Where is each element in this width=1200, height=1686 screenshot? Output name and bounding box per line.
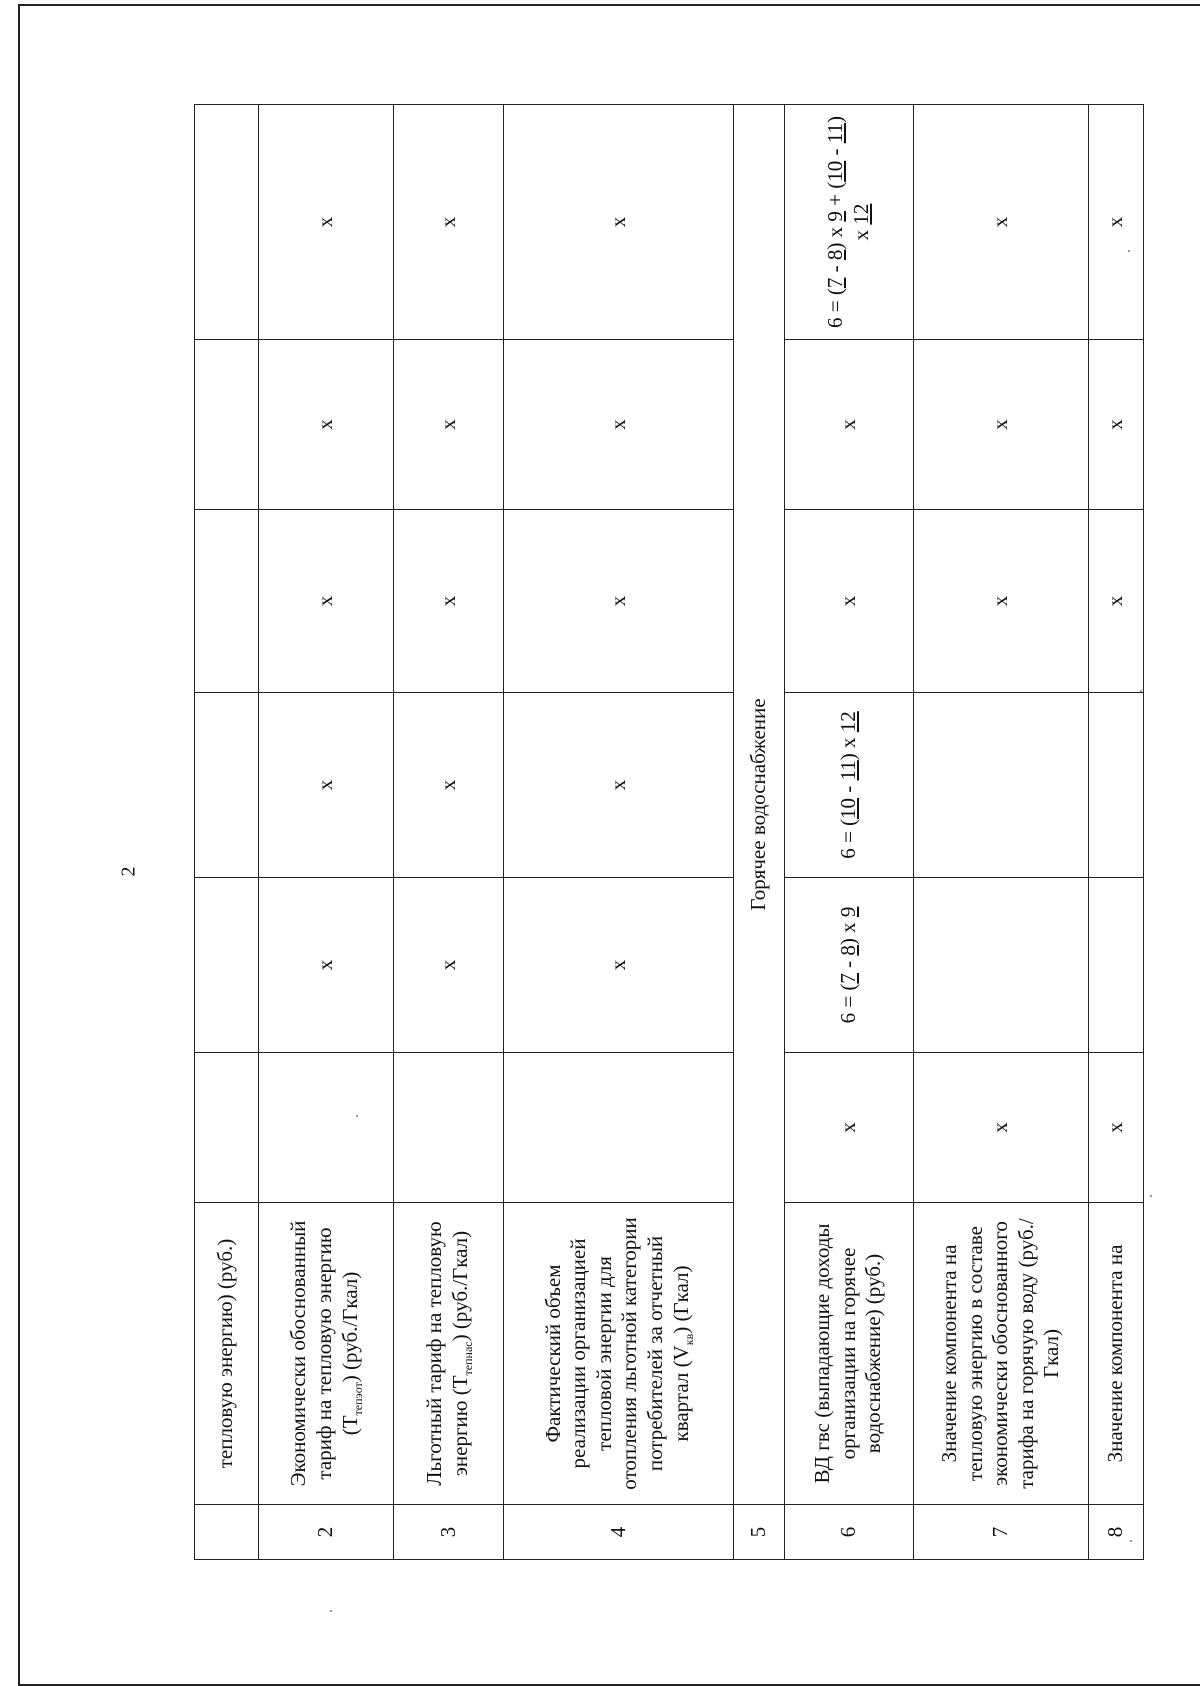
x-mark: х bbox=[504, 105, 734, 340]
row-number: 5 bbox=[734, 1505, 784, 1560]
table-row bbox=[504, 105, 734, 1560]
page-number: 2 bbox=[117, 866, 140, 877]
row-description: тепловую энергию) (руб.) bbox=[195, 1203, 259, 1505]
data-table bbox=[194, 104, 1144, 1560]
row-description: Значение компонента на bbox=[1089, 1203, 1144, 1505]
x-mark: х bbox=[258, 105, 394, 340]
scan-speck bbox=[1128, 250, 1130, 252]
x-mark: х bbox=[913, 105, 1088, 340]
x-mark: х bbox=[258, 878, 394, 1053]
x-mark: х bbox=[913, 1053, 1088, 1203]
x-mark: х bbox=[784, 1053, 913, 1203]
x-mark: х bbox=[394, 105, 504, 340]
x-mark: х bbox=[394, 340, 504, 510]
formula-cell: 6 = (10 - 11) х 12 bbox=[784, 693, 913, 878]
scan-speck bbox=[356, 1115, 358, 1117]
row-number: 6 bbox=[784, 1505, 913, 1560]
x-mark: х bbox=[258, 693, 394, 878]
x-mark: х bbox=[1089, 105, 1144, 340]
row-number: 8 bbox=[1089, 1505, 1144, 1560]
x-mark: х bbox=[504, 510, 734, 693]
x-mark: х bbox=[394, 693, 504, 878]
row-description: Экономически обоснованный тариф на тепловую энергию $(Т_{тепэот})$ (руб./Гкал) bbox=[258, 1203, 394, 1505]
x-mark: х bbox=[258, 340, 394, 510]
x-mark: х bbox=[258, 510, 394, 693]
table-row bbox=[1089, 105, 1144, 1560]
x-mark: х bbox=[394, 878, 504, 1053]
x-mark: х bbox=[913, 510, 1088, 693]
row-description: Фактический объем реализации организацией тепловой энергии для отопления льготной категории потребителей за отчетный квартал $(V_{кв})$ (Гкал) bbox=[504, 1203, 734, 1505]
scan-speck bbox=[330, 1610, 332, 1612]
table-row bbox=[394, 105, 504, 1560]
scan-speck bbox=[1130, 1540, 1132, 1542]
formula-cell: 6 = (7 - 8) х 9 + (10 - 11) х 12 bbox=[784, 105, 913, 340]
x-mark: х bbox=[1089, 510, 1144, 693]
x-mark: х bbox=[504, 340, 734, 510]
section-heading: Горячее водоснабжение bbox=[734, 105, 784, 1505]
table-row bbox=[734, 105, 784, 1560]
row-number: 3 bbox=[394, 1505, 504, 1560]
table-row bbox=[784, 105, 913, 1560]
x-mark: х bbox=[1089, 1053, 1144, 1203]
x-mark: х bbox=[913, 340, 1088, 510]
scan-speck bbox=[1140, 690, 1142, 692]
x-mark: х bbox=[784, 510, 913, 693]
scan-speck bbox=[1150, 1195, 1152, 1197]
table-row bbox=[195, 105, 259, 1560]
x-mark: х bbox=[504, 878, 734, 1053]
rotated-table-container bbox=[194, 105, 1144, 1560]
row-number: 4 bbox=[504, 1505, 734, 1560]
x-mark: х bbox=[394, 510, 504, 693]
row-description: ВД гвс (выпадающие доходы организации на горячее водоснабжение) (руб.) bbox=[784, 1203, 913, 1505]
formula-cell: 6 = (7 - 8) х 9 bbox=[784, 878, 913, 1053]
row-description: Значение компонента на тепловую энергию в составе экономически обоснованного тарифа на горячую воду (руб./Гкал) bbox=[913, 1203, 1088, 1505]
table-row bbox=[913, 105, 1088, 1560]
row-num-cell bbox=[195, 1505, 259, 1560]
x-mark: х bbox=[1089, 340, 1144, 510]
table-row bbox=[258, 105, 394, 1560]
row-number: 7 bbox=[913, 1505, 1088, 1560]
row-description: Льготный тариф на тепловую энергию $(Т_{тепнас})$ (руб./Гкал) bbox=[394, 1203, 504, 1505]
row-number: 2 bbox=[258, 1505, 394, 1560]
x-mark: х bbox=[504, 693, 734, 878]
x-mark: х bbox=[784, 340, 913, 510]
